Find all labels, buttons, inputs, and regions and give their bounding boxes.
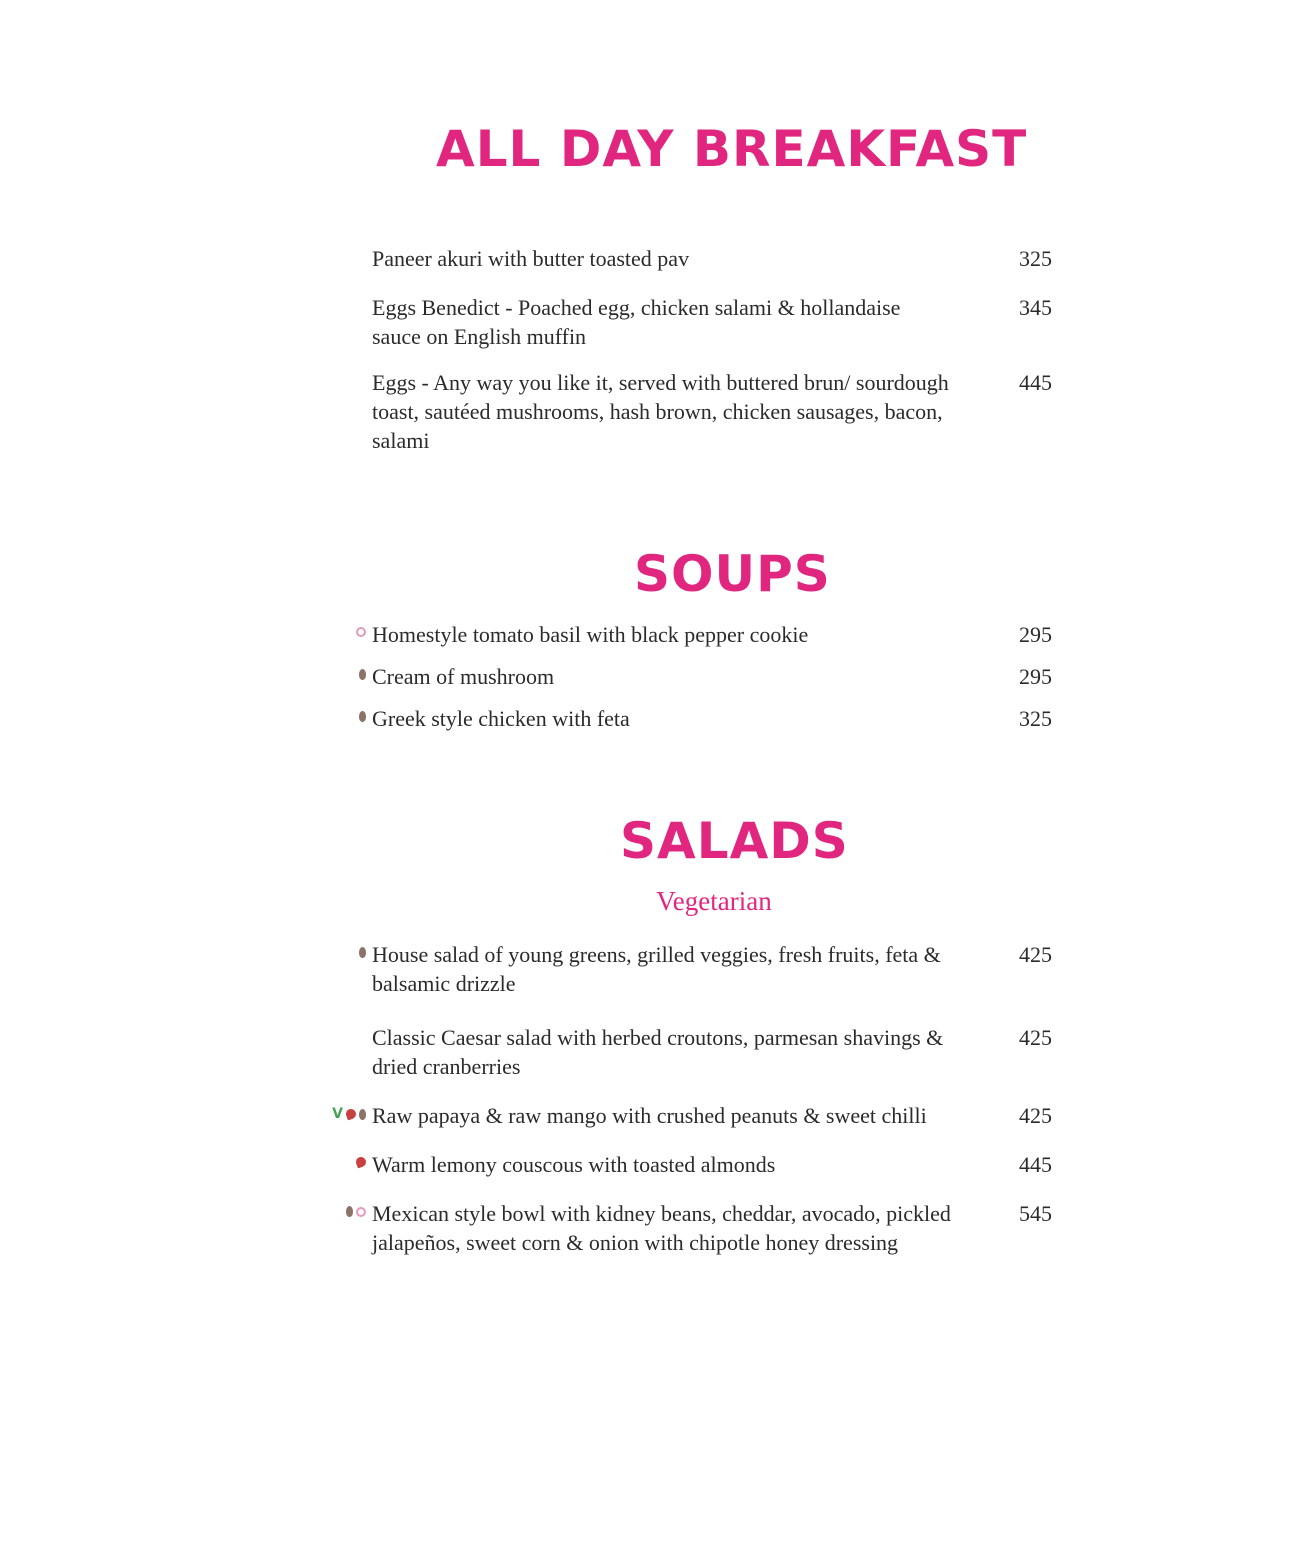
diet-markers: [332, 1108, 366, 1120]
item-description: Homestyle tomato basil with black pepper cookie: [372, 622, 809, 647]
diet-markers: [346, 1206, 366, 1217]
gluten-circle-icon: [356, 627, 366, 637]
item-description: Cream of mushroom: [372, 664, 555, 689]
menu-item: [372, 368, 1072, 455]
item-price: 425: [1019, 942, 1052, 967]
menu-item: [372, 940, 1072, 998]
item-description: Eggs - Any way you like it, served with buttered brun/ sourdough toast, sautéed mushrooms, hash brown, chicken sausages, bacon, salami: [372, 370, 949, 453]
item-description: Eggs Benedict - Poached egg, chicken salami & hollandaise sauce on English muffin: [372, 295, 901, 349]
gluten-circle-icon: [356, 1207, 366, 1217]
section-subtitle-vegetarian: Vegetarian: [656, 886, 772, 916]
item-description: Greek style chicken with feta: [372, 706, 630, 731]
item-description: Raw papaya & raw mango with crushed peanuts & sweet chilli: [372, 1103, 927, 1128]
section-title-soups: SOUPS: [634, 545, 831, 603]
item-price: 425: [1019, 1025, 1052, 1050]
diet-markers: [359, 711, 366, 722]
diet-markers: [359, 669, 366, 680]
item-description: Paneer akuri with butter toasted pav: [372, 246, 690, 271]
section-title-salads: SALADS: [620, 812, 849, 870]
item-description: Classic Caesar salad with herbed croutons, parmesan shavings & dried cranberries: [372, 1025, 944, 1079]
menu-item: [372, 293, 1072, 351]
menu-item: [332, 1101, 1072, 1130]
menu-item: [372, 1199, 1072, 1257]
item-price: 325: [1019, 246, 1052, 271]
brown-leaf-icon: [359, 711, 366, 722]
diet-markers: [356, 1157, 366, 1167]
item-description: Mexican style bowl with kidney beans, cheddar, avocado, pickled jalapeños, sweet corn & onion with chipotle honey dressing: [372, 1201, 951, 1255]
diet-markers: [359, 947, 366, 958]
item-price: 295: [1019, 622, 1052, 647]
chilli-icon: [345, 1108, 358, 1121]
item-price: 325: [1019, 706, 1052, 731]
menu-item: [372, 1023, 1072, 1081]
item-price: 345: [1019, 295, 1052, 320]
brown-leaf-icon: [359, 1109, 366, 1120]
menu-item: [372, 662, 1072, 691]
item-price: 295: [1019, 664, 1052, 689]
vegan-v-icon: V: [332, 1106, 343, 1122]
item-description: House salad of young greens, grilled veggies, fresh fruits, feta & balsamic drizzle: [372, 942, 941, 996]
brown-leaf-icon: [359, 947, 366, 958]
brown-leaf-icon: [359, 669, 366, 680]
menu-item: [372, 704, 1072, 733]
item-description: Warm lemony couscous with toasted almonds: [372, 1152, 776, 1177]
item-price: 425: [1019, 1103, 1052, 1128]
brown-leaf-icon: [346, 1206, 353, 1217]
item-price: 445: [1019, 1152, 1052, 1177]
chilli-icon: [355, 1156, 368, 1169]
item-price: 445: [1019, 370, 1052, 395]
menu-item: [372, 244, 1072, 273]
item-price: 545: [1019, 1201, 1052, 1226]
section-title-breakfast: ALL DAY BREAKFAST: [436, 120, 1028, 178]
diet-markers: [356, 627, 366, 637]
menu-item: [372, 620, 1072, 649]
menu-item: [372, 1150, 1072, 1179]
